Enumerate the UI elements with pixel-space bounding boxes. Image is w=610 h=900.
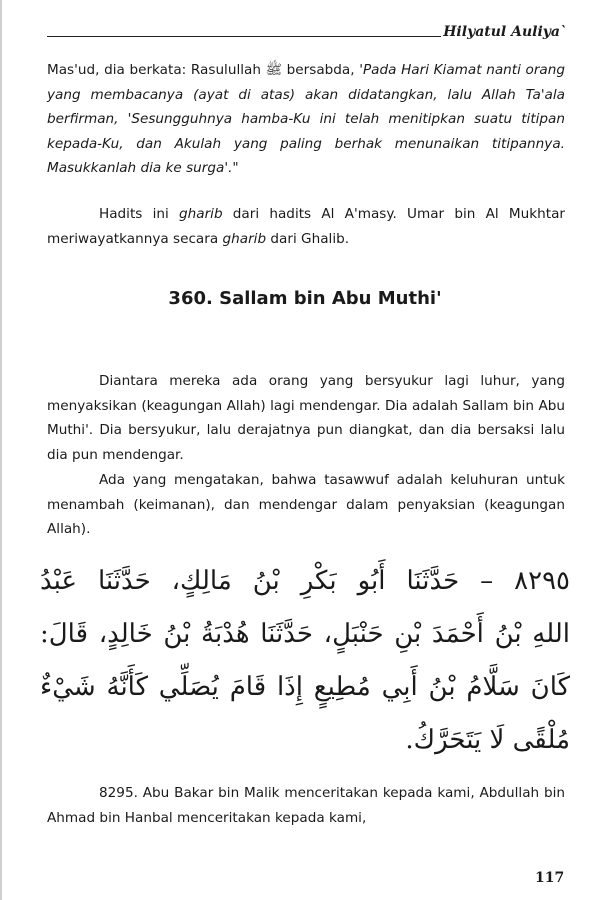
running-title: Hilyatul Auliya`: [443, 24, 567, 40]
salawat-symbol-icon: ﷺ: [265, 62, 283, 78]
text: Mas'ud, dia berkata: Rasulullah: [47, 62, 266, 78]
italic-term: gharib: [222, 230, 267, 247]
quote-text: 'Pada Hari Kiamat nanti orang yang membacanya (ayat di atas) akan didatangkan, lalu Allah Ta'ala berfirman, 'Sesungguhnya hamba-Ku ini telah menitipkan suatu titipan kepada-Ku, dan Akulah yang paling berhak menunaikan titipannya. Masukkanlah dia ke surga'.": [47, 62, 565, 176]
text: dari Ghalib.: [266, 230, 350, 247]
arabic-line: اللهِ بْنُ أَحْمَدَ بْنِ حَنْبَلٍ، حَدَّثَنَا هُدْبَةُ بْنُ خَالِدٍ، قَالَ:: [40, 619, 570, 649]
paragraph-intro: Diantara mereka ada orang yang bersyukur lagi luhur, yang menyaksikan (keagungan Allah) lagi mendengar. Dia adalah Sallam bin Abu Muthi'. Dia bersyukur, lalu derajatnya pun diangkat, dan dia bersaksi lalu dia pun mendengar.: [47, 373, 565, 463]
arabic-line: مُلْقًى لَا يَتَحَرَّكُ.: [405, 725, 570, 755]
paragraph-gharib-note: [47, 202, 565, 251]
text: dari hadits Al A'masy. Umar bin Al Mukhtar meriwayatkannya secara: [47, 206, 565, 247]
page-number: 117: [535, 870, 565, 886]
arabic-line: ٨٢٩٥ – حَدَّثَنَا أَبُو بَكْرِ بْنُ مَالِكٍ، حَدَّثَنَا عَبْدُ: [40, 566, 570, 596]
italic-term: gharib: [179, 206, 223, 222]
paragraph-tasawwuf: Ada yang mengatakan, bahwa tasawwuf adalah keluhuran untuk menambah (keimanan), dan mendengar dalam penyaksian (keagungan Allah).: [47, 472, 565, 537]
text: Hadits ini: [99, 206, 179, 222]
text: bersabda,: [282, 62, 360, 78]
section-heading: 360. Sallam bin Abu Muthi': [168, 288, 442, 309]
arabic-line: كَانَ سَلَّامُ بْنُ أَبِي مُطِيعٍ إِذَا قَامَ يُصَلِّي كَأَنَّهُ شَيْءٌ: [40, 672, 570, 702]
paragraph-hadith-quote: [47, 58, 565, 181]
running-header: [47, 18, 567, 40]
header-rule: [47, 36, 441, 37]
page-edge: [0, 0, 2, 900]
paragraph-translation: 8295. Abu Bakar bin Malik menceritakan kepada kami, Abdullah bin Ahmad bin Hanbal menceritakan kepada kami,: [47, 785, 565, 826]
arabic-hadith-text: [40, 555, 570, 767]
